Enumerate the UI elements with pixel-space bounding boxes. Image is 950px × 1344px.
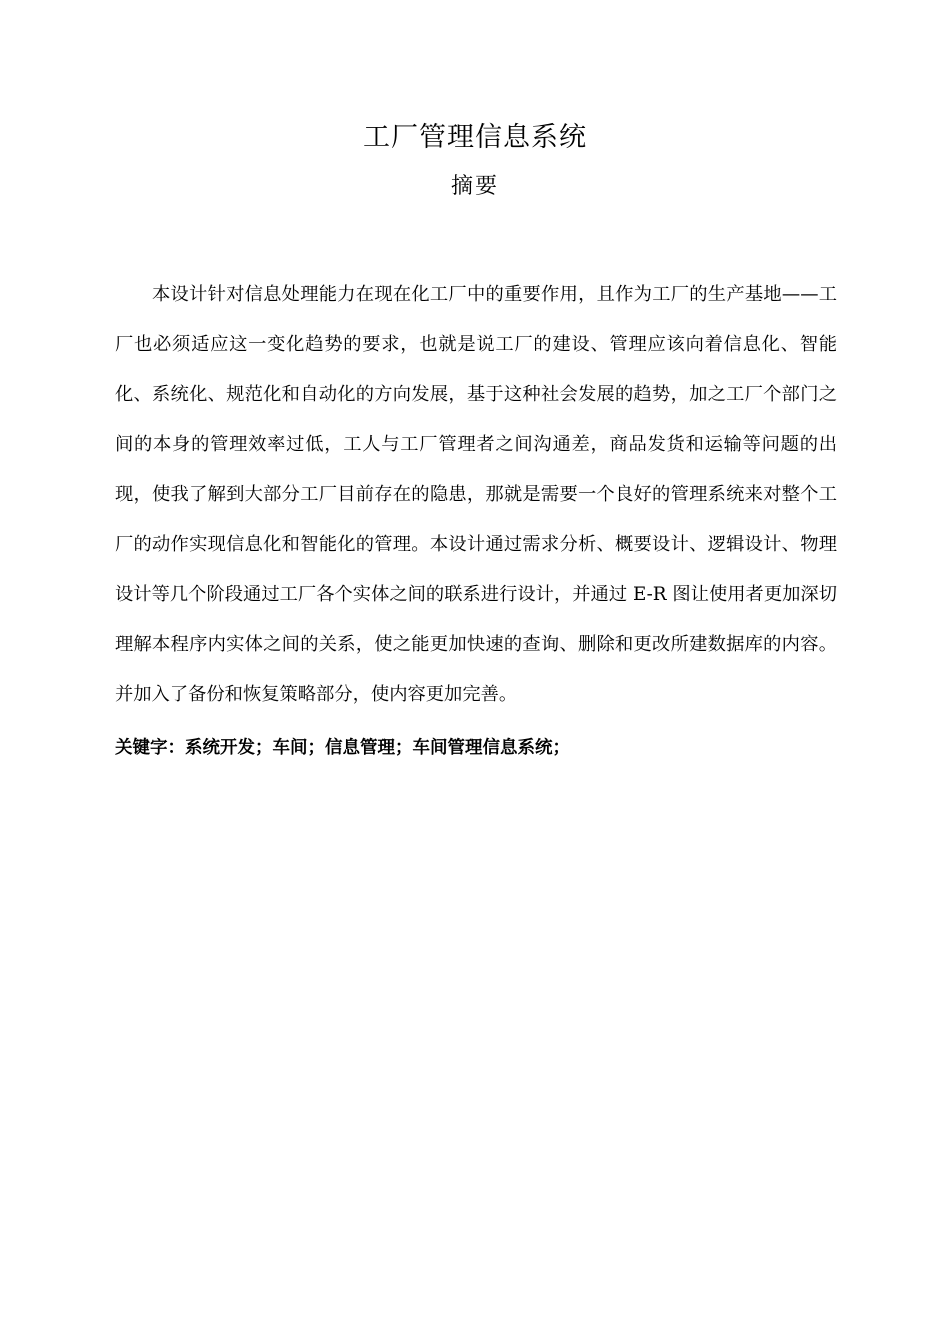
document-title: 工厂管理信息系统 (363, 122, 587, 153)
keywords-line: 关键字：系统开发；车间；信息管理；车间管理信息系统； (115, 738, 570, 758)
abstract-paragraph: 本设计针对信息处理能力在现在化工厂中的重要作用，且作为工厂的生产基地——工厂也必须适应这一变化趋势的要求，也就是说工厂的建设、管理应该向着信息化、智能化、系统化、规范化和自动化的方向发展，基于这种社会发展的趋势，加之工厂个部门之间的本身的管理效率过低，工人与工厂管理者之间沟通差，商品发货和运输等问题的出现，使我了解到大部分工厂目前存在的隐患，那就是需要一个良好的管理系统来对整个工厂的动作实现信息化和智能化的管理。本设计通过需求分析、概要设计、逻辑设计、物理设计等几个阶段通过工厂各个实体之间的联系进行设计，并通过 E-R 图让使用者更加深切理解本程序内实体之间的关系，使之能更加快速的查询、删除和更改所建数据库的内容。并加入了备份和恢复策略部分，使内容更加完善。 (115, 284, 837, 705)
abstract-heading: 摘要 (450, 174, 499, 199)
